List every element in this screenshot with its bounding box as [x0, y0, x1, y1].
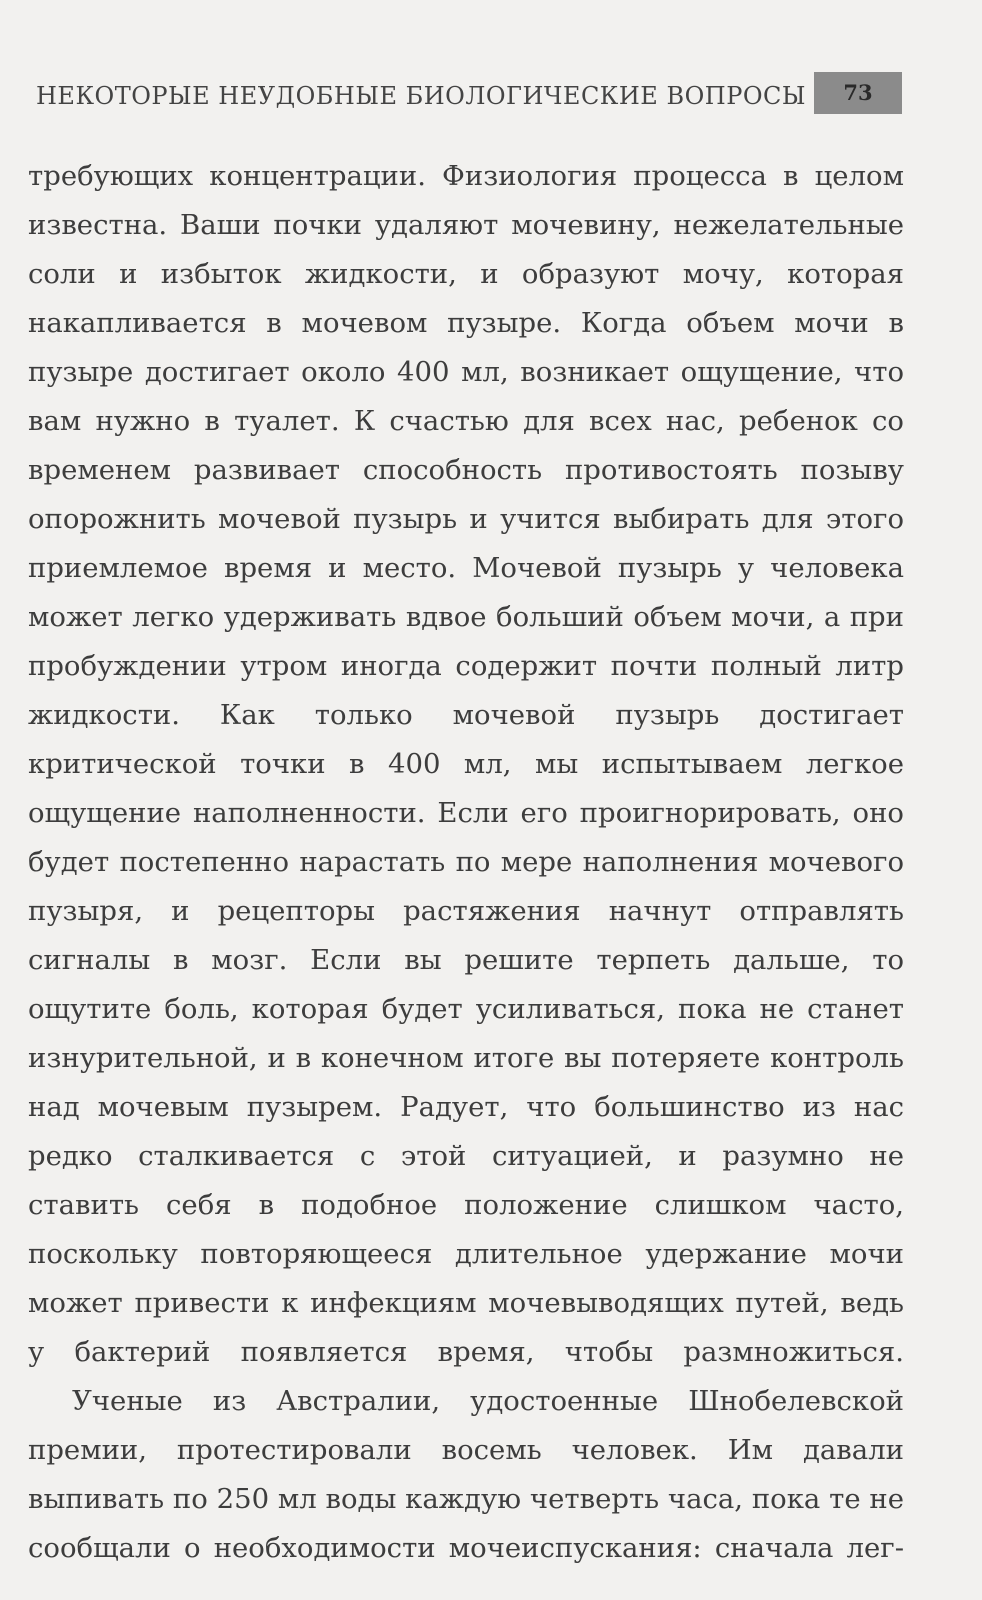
- body-text: [28, 152, 904, 1573]
- running-header: [36, 72, 906, 120]
- paragraph-2: Ученые из Австралии, удостоенные Шнобелевской премии, протестировали восемь человек. Им давали выпивать по 250 мл воды каждую четверть часа, пока те не сообщали о необходимости мочеиспускания: сначала лег-: [28, 1385, 904, 1564]
- running-title: НЕКОТОРЫЕ НЕУДОБНЫЕ БИОЛОГИЧЕСКИЕ ВОПРОСЫ: [36, 82, 806, 110]
- page-number: 73: [814, 72, 902, 114]
- paragraph-1: требующих концентрации. Физиология процесса в целом известна. Ваши почки удаляют мочевину, нежелательные соли и избыток жидкости, и образуют мочу, которая накапливается в мочевом пузыре. Когда объем мочи в пузыре достигает около 400 мл, возникает ощущение, что вам нужно в туалет. К счастью для всех нас, ребенок со временем развивает способность противостоять позыву опорожнить мочевой пузырь и учится выбирать для этого приемлемое время и место. Мочевой пузырь у человека может легко удерживать вдвое больший объем мочи, а при пробуждении утром иногда содержит почти полный литр жидкости. Как только мочевой пузырь достигает критической точки в 400 мл, мы испытываем легкое ощущение наполненности. Если его проигнорировать, оно будет постепенно нарастать по мере наполнения мочевого пузыря, и рецепторы растяжения начнут отправлять сигналы в мозг. Если вы решите терпеть дальше, то ощутите боль, которая будет усиливаться, пока не станет изнурительной, и в конечном итоге вы потеряете контроль над мочевым пузырем. Радует, что большинство из нас редко сталкивается с этой ситуацией, и разумно не ставить себя в подобное положение слишком часто, поскольку повторяющееся длительное удержание мочи может привести к инфекциям мочевыводящих путей, ведь у бактерий появляется время, чтобы размножиться.: [28, 160, 904, 1368]
